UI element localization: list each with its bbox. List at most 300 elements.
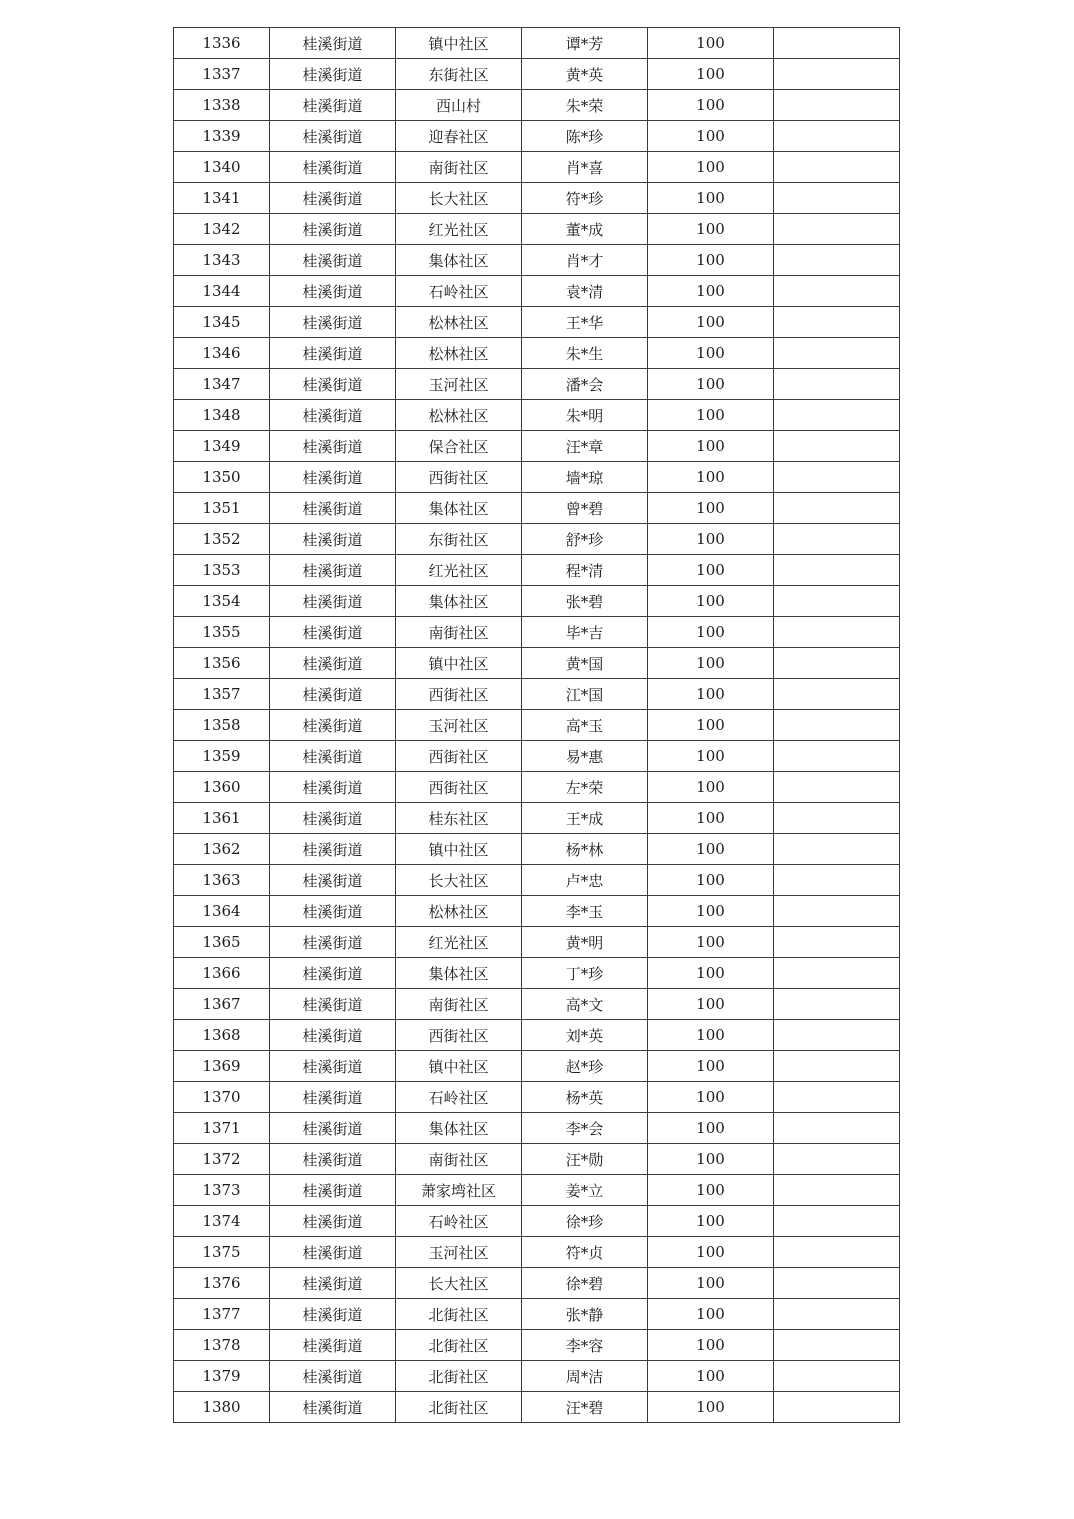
community-cell: 西街社区 [396,1020,522,1051]
remarks-cell [774,772,900,803]
table-row [174,431,900,462]
row-number-cell: 1361 [174,803,270,834]
row-number-cell: 1352 [174,524,270,555]
table-row [174,121,900,152]
row-number-cell: 1351 [174,493,270,524]
name-cell: 肖*才 [522,245,648,276]
amount-cell: 100 [648,865,774,896]
name-cell: 黄*英 [522,59,648,90]
community-cell: 迎春社区 [396,121,522,152]
community-cell: 松林社区 [396,338,522,369]
name-cell: 卢*忠 [522,865,648,896]
amount-cell: 100 [648,1082,774,1113]
table-row [174,1361,900,1392]
row-number-cell: 1365 [174,927,270,958]
street-cell: 桂溪街道 [270,1361,396,1392]
name-cell: 潘*会 [522,369,648,400]
remarks-cell [774,586,900,617]
remarks-cell [774,803,900,834]
name-cell: 黄*明 [522,927,648,958]
amount-cell: 100 [648,431,774,462]
community-cell: 长大社区 [396,865,522,896]
street-cell: 桂溪街道 [270,493,396,524]
row-number-cell: 1353 [174,555,270,586]
street-cell: 桂溪街道 [270,1330,396,1361]
name-cell: 周*洁 [522,1361,648,1392]
remarks-cell [774,1237,900,1268]
row-number-cell: 1368 [174,1020,270,1051]
street-cell: 桂溪街道 [270,245,396,276]
row-number-cell: 1376 [174,1268,270,1299]
community-cell: 玉河社区 [396,1237,522,1268]
community-cell: 西街社区 [396,741,522,772]
name-cell: 左*荣 [522,772,648,803]
community-cell: 镇中社区 [396,28,522,59]
street-cell: 桂溪街道 [270,741,396,772]
row-number-cell: 1338 [174,90,270,121]
remarks-cell [774,648,900,679]
remarks-cell [774,276,900,307]
remarks-cell [774,1392,900,1423]
row-number-cell: 1366 [174,958,270,989]
name-cell: 江*国 [522,679,648,710]
street-cell: 桂溪街道 [270,710,396,741]
amount-cell: 100 [648,927,774,958]
table-row [174,338,900,369]
amount-cell: 100 [648,121,774,152]
street-cell: 桂溪街道 [270,1113,396,1144]
row-number-cell: 1362 [174,834,270,865]
name-cell: 毕*吉 [522,617,648,648]
remarks-cell [774,710,900,741]
street-cell: 桂溪街道 [270,989,396,1020]
amount-cell: 100 [648,1113,774,1144]
remarks-cell [774,462,900,493]
row-number-cell: 1346 [174,338,270,369]
amount-cell: 100 [648,307,774,338]
community-cell: 北街社区 [396,1330,522,1361]
remarks-cell [774,400,900,431]
row-number-cell: 1377 [174,1299,270,1330]
row-number-cell: 1367 [174,989,270,1020]
table-row [174,28,900,59]
remarks-cell [774,493,900,524]
amount-cell: 100 [648,648,774,679]
table-row [174,1392,900,1423]
table-row [174,276,900,307]
community-cell: 西街社区 [396,679,522,710]
community-cell: 松林社区 [396,896,522,927]
street-cell: 桂溪街道 [270,803,396,834]
row-number-cell: 1339 [174,121,270,152]
name-cell: 符*贞 [522,1237,648,1268]
table-row [174,896,900,927]
row-number-cell: 1360 [174,772,270,803]
amount-cell: 100 [648,1237,774,1268]
street-cell: 桂溪街道 [270,59,396,90]
amount-cell: 100 [648,1330,774,1361]
remarks-cell [774,555,900,586]
amount-cell: 100 [648,555,774,586]
street-cell: 桂溪街道 [270,276,396,307]
community-cell: 红光社区 [396,927,522,958]
table-row [174,772,900,803]
community-cell: 红光社区 [396,555,522,586]
amount-cell: 100 [648,276,774,307]
name-cell: 汪*勋 [522,1144,648,1175]
remarks-cell [774,896,900,927]
row-number-cell: 1364 [174,896,270,927]
amount-cell: 100 [648,90,774,121]
street-cell: 桂溪街道 [270,338,396,369]
amount-cell: 100 [648,803,774,834]
community-cell: 石岭社区 [396,1082,522,1113]
community-cell: 集体社区 [396,1113,522,1144]
roster-table-body [174,28,900,1423]
amount-cell: 100 [648,183,774,214]
community-cell: 北街社区 [396,1392,522,1423]
row-number-cell: 1340 [174,152,270,183]
table-row [174,648,900,679]
street-cell: 桂溪街道 [270,307,396,338]
row-number-cell: 1373 [174,1175,270,1206]
community-cell: 北街社区 [396,1299,522,1330]
street-cell: 桂溪街道 [270,369,396,400]
table-row [174,865,900,896]
community-cell: 东街社区 [396,59,522,90]
remarks-cell [774,1113,900,1144]
remarks-cell [774,183,900,214]
community-cell: 玉河社区 [396,710,522,741]
name-cell: 张*静 [522,1299,648,1330]
name-cell: 丁*珍 [522,958,648,989]
row-number-cell: 1343 [174,245,270,276]
community-cell: 松林社区 [396,400,522,431]
amount-cell: 100 [648,586,774,617]
row-number-cell: 1375 [174,1237,270,1268]
community-cell: 桂东社区 [396,803,522,834]
table-row [174,214,900,245]
row-number-cell: 1374 [174,1206,270,1237]
amount-cell: 100 [648,493,774,524]
table-row [174,927,900,958]
table-row [174,834,900,865]
street-cell: 桂溪街道 [270,121,396,152]
table-row [174,1237,900,1268]
name-cell: 徐*碧 [522,1268,648,1299]
community-cell: 南街社区 [396,1144,522,1175]
amount-cell: 100 [648,462,774,493]
row-number-cell: 1344 [174,276,270,307]
table-row [174,524,900,555]
table-row [174,1144,900,1175]
name-cell: 李*容 [522,1330,648,1361]
remarks-cell [774,1330,900,1361]
street-cell: 桂溪街道 [270,431,396,462]
street-cell: 桂溪街道 [270,1299,396,1330]
amount-cell: 100 [648,741,774,772]
remarks-cell [774,338,900,369]
remarks-cell [774,1361,900,1392]
name-cell: 墙*琼 [522,462,648,493]
name-cell: 王*成 [522,803,648,834]
amount-cell: 100 [648,59,774,90]
table-row [174,307,900,338]
row-number-cell: 1358 [174,710,270,741]
name-cell: 朱*明 [522,400,648,431]
remarks-cell [774,524,900,555]
name-cell: 符*珍 [522,183,648,214]
community-cell: 长大社区 [396,1268,522,1299]
amount-cell: 100 [648,338,774,369]
table-row [174,90,900,121]
row-number-cell: 1347 [174,369,270,400]
street-cell: 桂溪街道 [270,28,396,59]
table-row [174,400,900,431]
community-cell: 西街社区 [396,772,522,803]
row-number-cell: 1354 [174,586,270,617]
remarks-cell [774,927,900,958]
amount-cell: 100 [648,989,774,1020]
table-row [174,679,900,710]
table-row [174,1113,900,1144]
table-row [174,1268,900,1299]
name-cell: 杨*英 [522,1082,648,1113]
amount-cell: 100 [648,1051,774,1082]
name-cell: 李*会 [522,1113,648,1144]
street-cell: 桂溪街道 [270,1206,396,1237]
row-number-cell: 1355 [174,617,270,648]
row-number-cell: 1348 [174,400,270,431]
remarks-cell [774,1268,900,1299]
amount-cell: 100 [648,1144,774,1175]
row-number-cell: 1349 [174,431,270,462]
row-number-cell: 1337 [174,59,270,90]
remarks-cell [774,1206,900,1237]
name-cell: 肖*喜 [522,152,648,183]
name-cell: 汪*章 [522,431,648,462]
row-number-cell: 1342 [174,214,270,245]
community-cell: 东街社区 [396,524,522,555]
amount-cell: 100 [648,1206,774,1237]
table-row [174,1082,900,1113]
name-cell: 刘*英 [522,1020,648,1051]
street-cell: 桂溪街道 [270,1268,396,1299]
community-cell: 石岭社区 [396,1206,522,1237]
row-number-cell: 1350 [174,462,270,493]
street-cell: 桂溪街道 [270,400,396,431]
table-row [174,1330,900,1361]
table-row [174,710,900,741]
community-cell: 镇中社区 [396,834,522,865]
row-number-cell: 1379 [174,1361,270,1392]
table-row [174,586,900,617]
street-cell: 桂溪街道 [270,1175,396,1206]
table-row [174,741,900,772]
amount-cell: 100 [648,772,774,803]
street-cell: 桂溪街道 [270,90,396,121]
community-cell: 松林社区 [396,307,522,338]
remarks-cell [774,152,900,183]
street-cell: 桂溪街道 [270,1020,396,1051]
name-cell: 朱*荣 [522,90,648,121]
remarks-cell [774,245,900,276]
community-cell: 红光社区 [396,214,522,245]
street-cell: 桂溪街道 [270,896,396,927]
name-cell: 赵*珍 [522,1051,648,1082]
amount-cell: 100 [648,214,774,245]
row-number-cell: 1359 [174,741,270,772]
remarks-cell [774,431,900,462]
name-cell: 张*碧 [522,586,648,617]
name-cell: 舒*珍 [522,524,648,555]
row-number-cell: 1369 [174,1051,270,1082]
street-cell: 桂溪街道 [270,958,396,989]
amount-cell: 100 [648,958,774,989]
community-cell: 玉河社区 [396,369,522,400]
street-cell: 桂溪街道 [270,214,396,245]
community-cell: 西山村 [396,90,522,121]
table-row [174,245,900,276]
street-cell: 桂溪街道 [270,524,396,555]
remarks-cell [774,28,900,59]
roster-table [173,27,900,1423]
amount-cell: 100 [648,400,774,431]
community-cell: 北街社区 [396,1361,522,1392]
remarks-cell [774,121,900,152]
remarks-cell [774,617,900,648]
row-number-cell: 1380 [174,1392,270,1423]
name-cell: 杨*林 [522,834,648,865]
community-cell: 萧家塆社区 [396,1175,522,1206]
name-cell: 陈*珍 [522,121,648,152]
amount-cell: 100 [648,152,774,183]
remarks-cell [774,1175,900,1206]
table-row [174,493,900,524]
name-cell: 黄*国 [522,648,648,679]
remarks-cell [774,307,900,338]
remarks-cell [774,1299,900,1330]
table-row [174,555,900,586]
amount-cell: 100 [648,679,774,710]
street-cell: 桂溪街道 [270,834,396,865]
name-cell: 汪*碧 [522,1392,648,1423]
row-number-cell: 1356 [174,648,270,679]
table-row [174,183,900,214]
remarks-cell [774,865,900,896]
name-cell: 姜*立 [522,1175,648,1206]
table-row [174,152,900,183]
name-cell: 袁*清 [522,276,648,307]
street-cell: 桂溪街道 [270,617,396,648]
table-row [174,59,900,90]
remarks-cell [774,741,900,772]
amount-cell: 100 [648,245,774,276]
remarks-cell [774,1082,900,1113]
street-cell: 桂溪街道 [270,1237,396,1268]
street-cell: 桂溪街道 [270,1082,396,1113]
remarks-cell [774,90,900,121]
name-cell: 朱*生 [522,338,648,369]
row-number-cell: 1336 [174,28,270,59]
name-cell: 徐*珍 [522,1206,648,1237]
table-row [174,803,900,834]
name-cell: 李*玉 [522,896,648,927]
street-cell: 桂溪街道 [270,462,396,493]
community-cell: 集体社区 [396,245,522,276]
street-cell: 桂溪街道 [270,555,396,586]
amount-cell: 100 [648,710,774,741]
community-cell: 南街社区 [396,989,522,1020]
name-cell: 易*惠 [522,741,648,772]
community-cell: 石岭社区 [396,276,522,307]
street-cell: 桂溪街道 [270,865,396,896]
amount-cell: 100 [648,1361,774,1392]
amount-cell: 100 [648,369,774,400]
amount-cell: 100 [648,896,774,927]
name-cell: 王*华 [522,307,648,338]
remarks-cell [774,1020,900,1051]
community-cell: 西街社区 [396,462,522,493]
row-number-cell: 1345 [174,307,270,338]
table-row [174,1299,900,1330]
amount-cell: 100 [648,1268,774,1299]
table-row [174,1051,900,1082]
community-cell: 集体社区 [396,493,522,524]
remarks-cell [774,989,900,1020]
community-cell: 镇中社区 [396,648,522,679]
street-cell: 桂溪街道 [270,648,396,679]
remarks-cell [774,958,900,989]
community-cell: 南街社区 [396,152,522,183]
remarks-cell [774,1051,900,1082]
community-cell: 集体社区 [396,958,522,989]
row-number-cell: 1357 [174,679,270,710]
street-cell: 桂溪街道 [270,772,396,803]
name-cell: 谭*芳 [522,28,648,59]
street-cell: 桂溪街道 [270,183,396,214]
street-cell: 桂溪街道 [270,1051,396,1082]
name-cell: 程*清 [522,555,648,586]
table-row [174,1020,900,1051]
amount-cell: 100 [648,1392,774,1423]
row-number-cell: 1341 [174,183,270,214]
table-row [174,989,900,1020]
amount-cell: 100 [648,524,774,555]
amount-cell: 100 [648,1299,774,1330]
community-cell: 集体社区 [396,586,522,617]
remarks-cell [774,59,900,90]
street-cell: 桂溪街道 [270,1144,396,1175]
table-row [174,617,900,648]
street-cell: 桂溪街道 [270,927,396,958]
remarks-cell [774,214,900,245]
remarks-cell [774,1144,900,1175]
street-cell: 桂溪街道 [270,586,396,617]
amount-cell: 100 [648,28,774,59]
amount-cell: 100 [648,617,774,648]
row-number-cell: 1378 [174,1330,270,1361]
remarks-cell [774,834,900,865]
table-row [174,462,900,493]
street-cell: 桂溪街道 [270,152,396,183]
table-row [174,369,900,400]
amount-cell: 100 [648,834,774,865]
community-cell: 镇中社区 [396,1051,522,1082]
street-cell: 桂溪街道 [270,1392,396,1423]
table-row [174,1206,900,1237]
street-cell: 桂溪街道 [270,679,396,710]
